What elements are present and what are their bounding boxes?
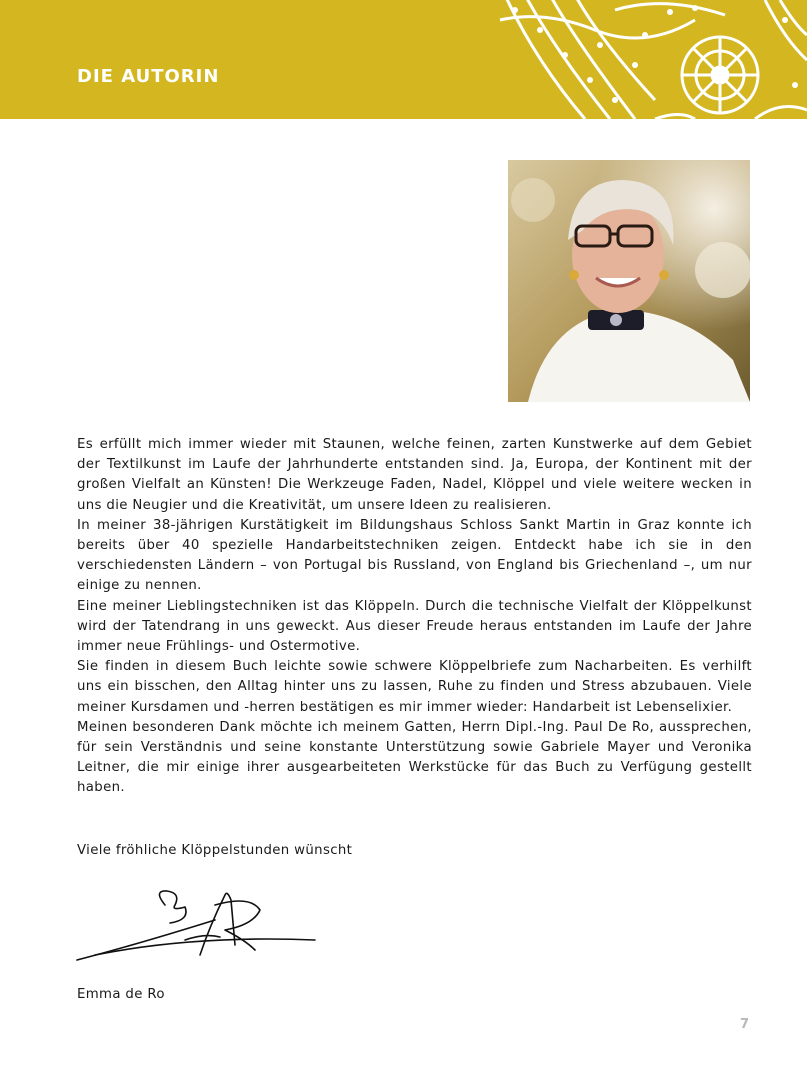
page-number: 7 (740, 1017, 750, 1032)
author-name: Emma de Ro (77, 987, 165, 1002)
paragraph: Eine meiner Lieblingstechniken ist das Klöppeln. Durch die technische Vielfalt der Klöppelkunst wird der Tatendrang in uns geweckt. Aus dieser Freude heraus entstanden im Laufe der Jahre immer neue Frühlings- und Ostermotive. (77, 598, 752, 655)
paragraph: Sie finden in diesem Buch leichte sowie schwere Klöppelbriefe zum Nacharbeiten. Es verhilft uns ein bisschen, den Alltag hinter uns zu lassen, Ruhe zu finden und Stress abzubauen. Viele meiner Kursdamen und -herren bestätigen es mir immer wieder: Handarbeit ist Lebenselixier. (77, 659, 752, 715)
paragraph: Meinen besonderen Dank möchte ich meinem Gatten, Herrn Dipl.-Ing. Paul De Ro, aussprechen, für sein Verständnis und seine konstante Unterstützung sowie Gabriele Mayer und Veronika Leitner, die mir einige ihrer ausgearbeiteten Werkstücke für das Buch zu Verfügung gestellt haben. (77, 719, 752, 796)
signature-icon (75, 885, 325, 965)
paragraph: Es erfüllt mich immer wieder mit Staunen, welche feinen, zarten Kunstwerke auf dem Gebiet der Textilkunst im Laufe der Jahrhunderte entstanden sind. Ja, Europa, der Kontinent mit der großen Vielfalt an Künsten! Die Werkzeuge Faden, Nadel, Klöppel und viele weitere wecken in uns die Neugier und die Kreativität, um unsere Ideen zu realisieren. (77, 437, 752, 513)
author-portrait (508, 160, 750, 402)
biography-text (77, 435, 752, 799)
closing-line: Viele fröhliche Klöppelstunden wünscht (77, 843, 353, 858)
page-title: DIE AUTORIN (77, 66, 220, 87)
header-band (0, 0, 807, 119)
lace-decoration-icon (495, 0, 807, 119)
paragraph: In meiner 38-jährigen Kurstätigkeit im Bildungshaus Schloss Sankt Martin in Graz konnte ich bereits über 40 spezielle Handarbeitstechniken zeigen. Entdeckt habe ich sie in den verschiedensten Ländern – von Portugal bis Russland, von England bis Griechenland –, um nur einige zu nennen. (77, 517, 752, 594)
author-portrait-photo-icon (508, 160, 750, 402)
